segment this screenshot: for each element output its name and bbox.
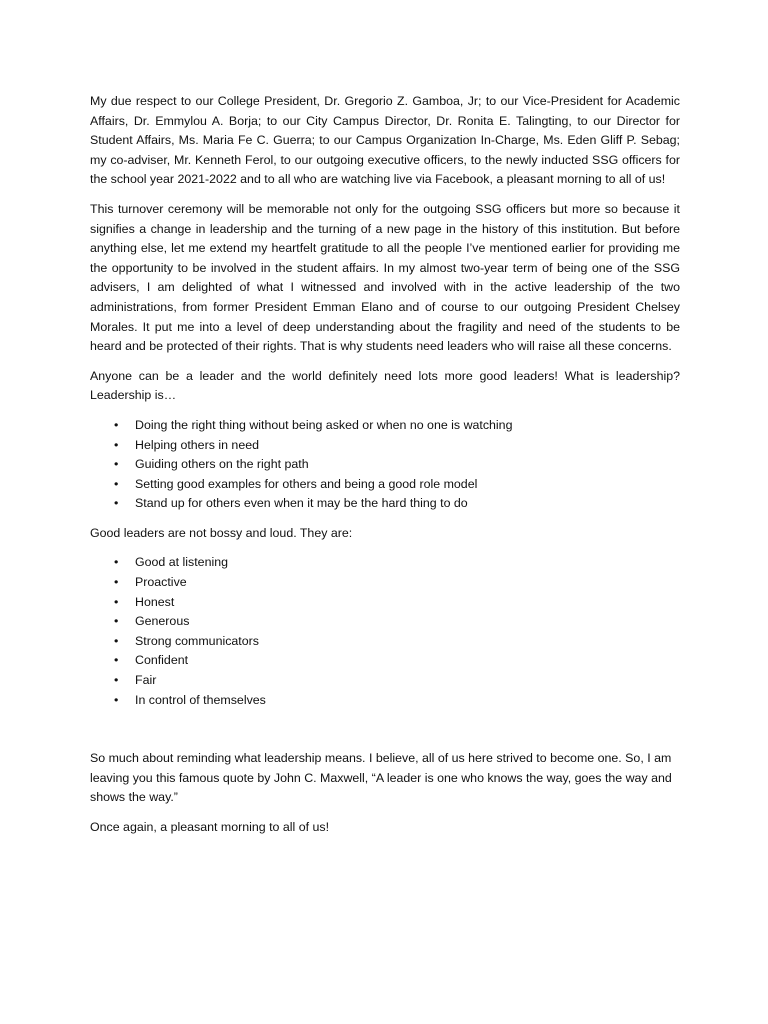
bullet-icon: • [114, 653, 119, 668]
good-leaders-intro: Good leaders are not bossy and loud. They are: [90, 525, 353, 540]
document-page [90, 92, 680, 848]
list-item: • Helping others in need [90, 436, 680, 456]
bullet-icon: • [114, 496, 119, 511]
qualities-list [90, 553, 680, 710]
bullet-icon: • [114, 555, 119, 570]
spacer [90, 720, 680, 749]
closing-paragraph: So much about reminding what leadership means. I believe, all of us here strived to become one. So, I am leaving you this famous quote by John C. Maxwell, “A leader is one who knows the way, goes the way and shows the way.” [90, 751, 672, 805]
leadership-list [90, 416, 680, 514]
list-item: • Stand up for others even when it may be the hard thing to do [90, 494, 680, 514]
bullet-icon: • [114, 457, 119, 472]
bullet-icon: • [114, 692, 119, 707]
list-item: • Proactive [90, 573, 680, 593]
list-item: • Confident [90, 651, 680, 671]
list-item: • Doing the right thing without being asked or when no one is watching [90, 416, 680, 436]
list-item: • Guiding others on the right path [90, 455, 680, 475]
list-item: • Strong communicators [90, 632, 680, 652]
bullet-icon: • [114, 673, 119, 688]
final-line: Once again, a pleasant morning to all of us! [90, 820, 330, 834]
bullet-icon: • [114, 594, 119, 609]
list-item: • In control of themselves [90, 691, 680, 711]
list-item: • Fair [90, 671, 680, 691]
list-item: • Good at listening [90, 553, 680, 573]
bullet-icon: • [114, 437, 119, 452]
greeting-paragraph: My due respect to our College President, Dr. Gregorio Z. Gamboa, Jr; to our Vice-President for Academic Affairs, Dr. Emmylou A. Borja; to our City Campus Director, Dr. Ronita E. Talingting, to our Director for Student Affairs, Ms. Maria Fe C. Guerra; to our Campus Organization In-Charge, Ms. Eden Gliff P. Sebag; my co-adviser, Mr. Kenneth Ferol, to our outgoing executive officers, to the newly inducted SSG officers for the school year 2021-2022 and to all who are watching live via Facebook, a pleasant morning to all of us! [90, 94, 680, 187]
turnover-paragraph: This turnover ceremony will be memorable not only for the outgoing SSG officers but more so because it signifies a change in leadership and the turning of a new page in the history of this institution. But before anything else, let me extend my heartfelt gratitude to all the people I’ve mentioned earlier for providing me the opportunity to be involved in the student affairs. In my almost two-year term of being one of the SSG advisers, I am delighted of what I witnessed and involved with in the active leadership of the two administrations, from former President Emman Elano and of course to our outgoing President Chelsey Morales. It put me into a level of deep understanding about the fragility and need of the students to be heard and be protected of their rights. That is why students need leaders who will raise all these concerns. [90, 201, 680, 354]
list-item: • Honest [90, 593, 680, 613]
bullet-icon: • [114, 633, 119, 648]
list-item: • Generous [90, 612, 680, 632]
bullet-icon: • [114, 575, 119, 590]
leadership-question-paragraph: Anyone can be a leader and the world definitely need lots more good leaders! What is leadership? Leadership is… [90, 368, 680, 403]
bullet-icon: • [114, 417, 119, 432]
list-item: • Setting good examples for others and being a good role model [90, 475, 680, 495]
bullet-icon: • [114, 614, 119, 629]
bullet-icon: • [114, 476, 119, 491]
